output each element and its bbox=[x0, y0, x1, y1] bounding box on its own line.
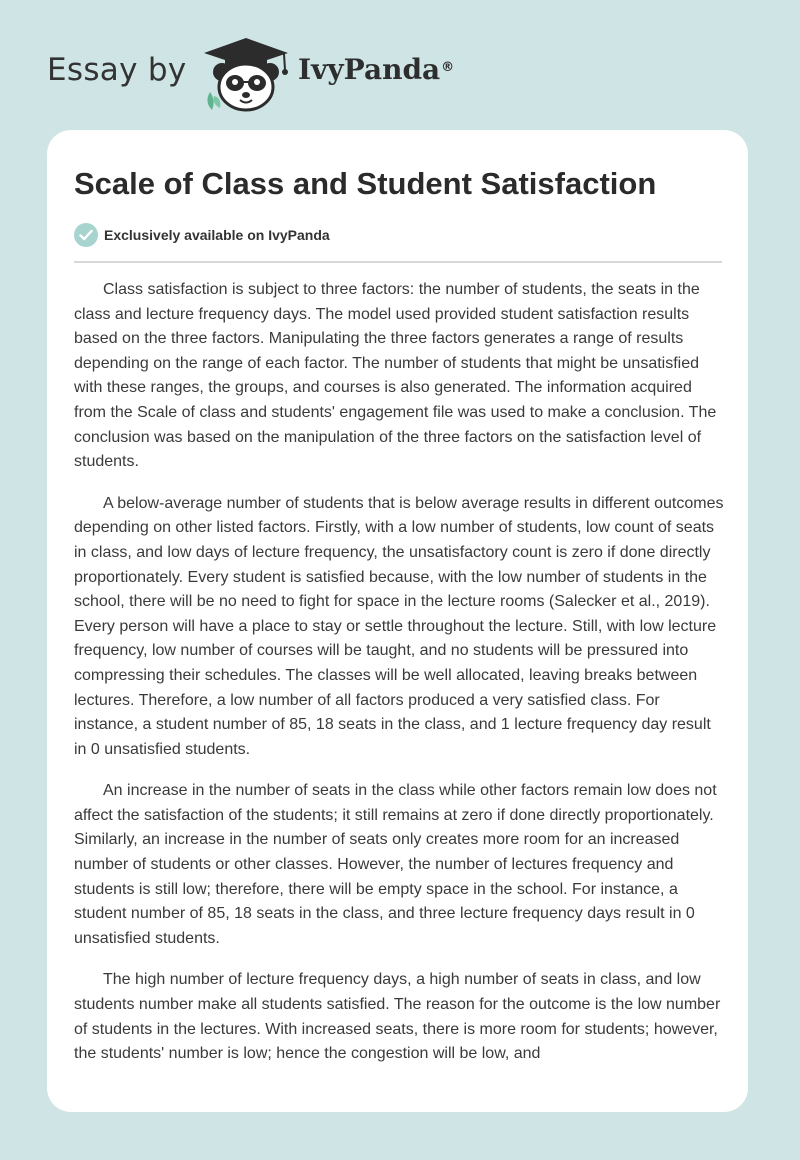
badge-label: Exclusively available on IvyPanda bbox=[104, 227, 330, 243]
paragraph: Class satisfaction is subject to three factors: the number of students, the seats in the class and lecture frequency days. The model used provided student satisfaction results based on the three factors. Manipulating the three factors generates a range of results depending on the range of each factor. The number of students that might be unsatisfied with these ranges, the groups, and courses is also generated. The information acquired from the Scale of class and students' engagement file was used to make a conclusion. The conclusion was based on the manipulation of the three factors on the satisfaction level of students. bbox=[74, 281, 717, 471]
check-icon bbox=[74, 223, 98, 247]
brand-name bbox=[298, 53, 454, 87]
brand-text: IvyPanda bbox=[298, 53, 441, 86]
article-title: Scale of Class and Student Satisfaction bbox=[74, 166, 657, 201]
article-card bbox=[47, 130, 748, 1112]
panda-logo-icon[interactable] bbox=[200, 36, 292, 112]
article-body bbox=[74, 278, 724, 1084]
exclusive-badge bbox=[74, 222, 330, 248]
essay-by-label: Essay by bbox=[47, 52, 187, 88]
registered-mark: ® bbox=[441, 60, 455, 75]
title-divider bbox=[74, 261, 722, 263]
paragraph: An increase in the number of seats in the class while other factors remain low does not affect the satisfaction of the students; it still remains at zero if done directly proportionately. Similarly, an increase in the number of seats only creates more room for an increased number of students or other classes. However, the number of lectures frequency and students is still low; therefore, there will be empty space in the school. For instance, a student number of 85, 18 seats in the class, and three lecture frequency days result in 0 unsatisfied students. bbox=[74, 782, 717, 947]
site-header bbox=[0, 0, 800, 130]
paragraph: The high number of lecture frequency days, a high number of seats in class, and low students number make all students satisfied. The reason for the outcome is the low number of students in the lectures. With increased seats, there is more room for students; however, the students' number is low; hence the congestion will be low, and bbox=[74, 971, 721, 1063]
paragraph: A below-average number of students that is below average results in different outcomes depending on other listed factors. Firstly, with a low number of students, low count of seats in class, and low days of lecture frequency, the unsatisfactory count is zero if done directly proportionately. Every student is satisfied because, with the low number of students in the school, there will be no need to fight for space in the lecture rooms (Salecker et al., 2019). Every person will have a place to stay or settle throughout the lecture. Still, with low lecture frequency, low number of courses will be taught, and no students will be pressured into compressing their schedules. The classes will be well allocated, leaving breaks between lectures. Therefore, a low number of all factors produced a very satisfied class. For instance, a student number of 85, 18 seats in the class, and 1 lecture frequency day result in 0 unsatisfied students. bbox=[74, 494, 724, 758]
